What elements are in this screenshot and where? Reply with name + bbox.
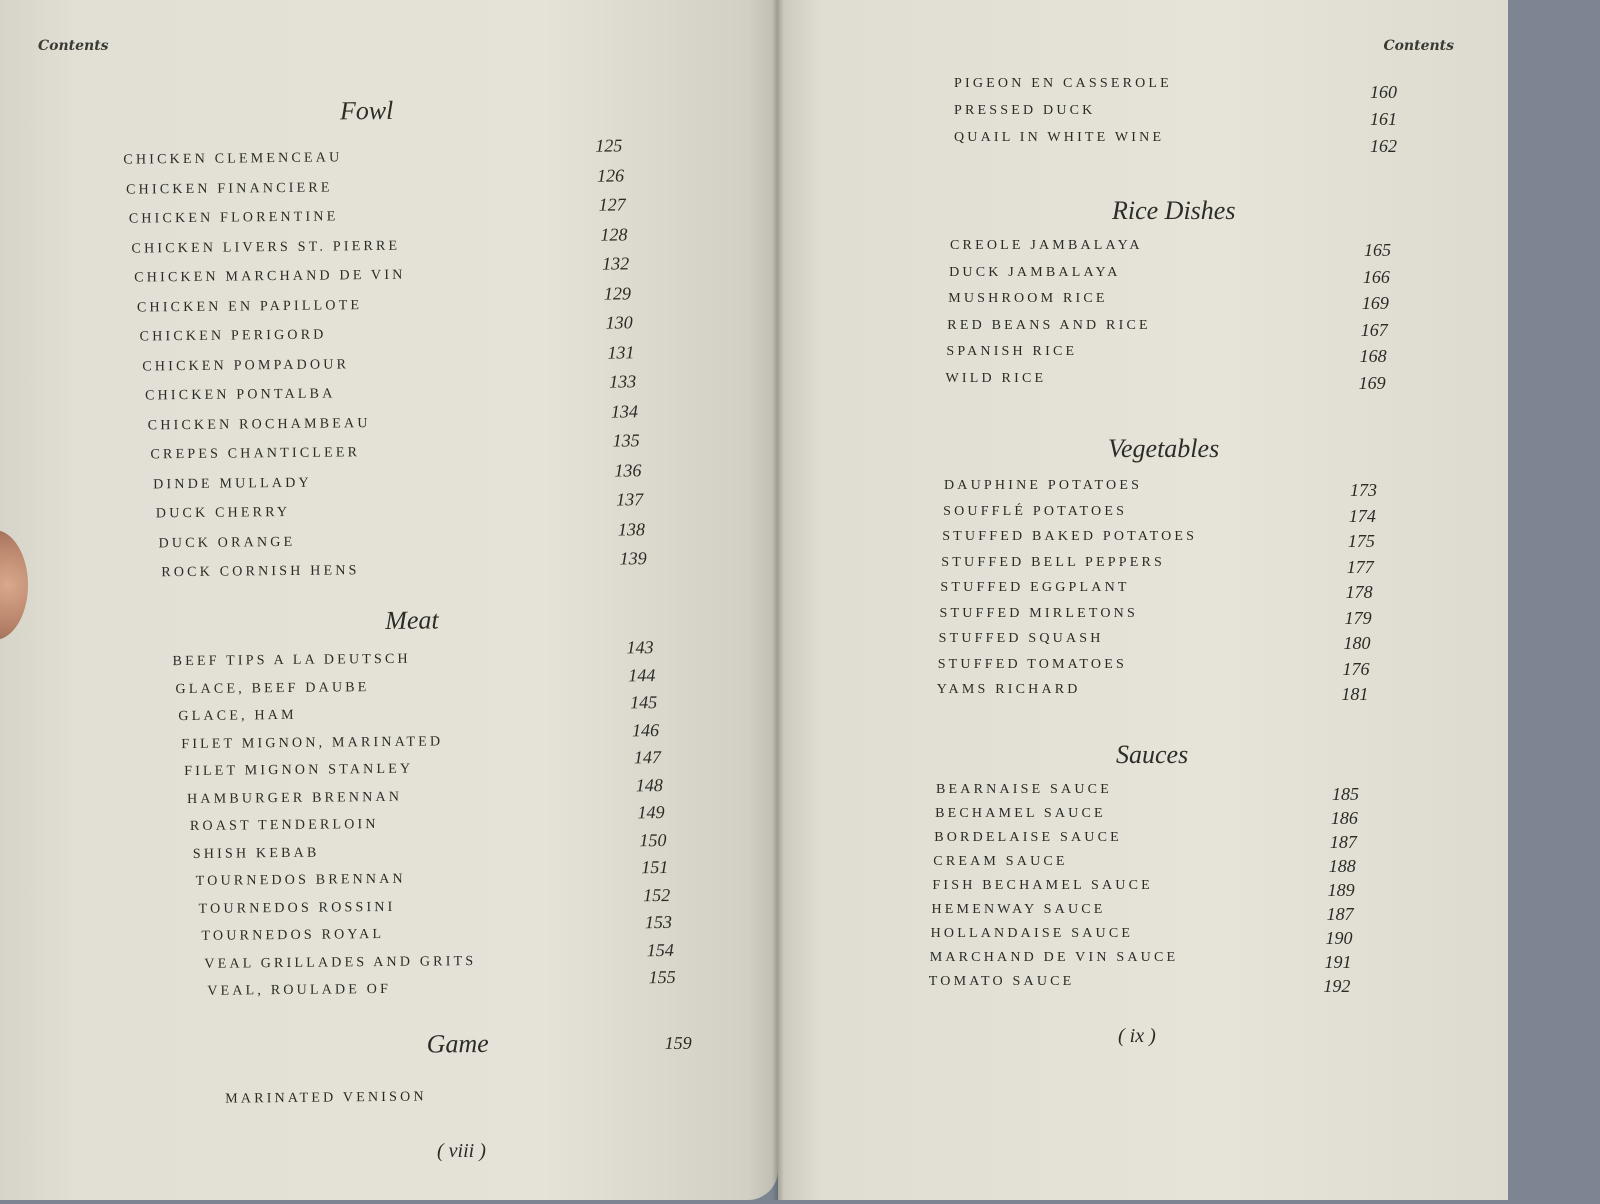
toc-entry-page: 130: [605, 312, 633, 333]
toc-entry-page: 136: [614, 459, 642, 481]
toc-entry-page: 149: [637, 802, 665, 823]
toc-entry-title: MUSHROOM RICE: [948, 291, 1108, 306]
toc-entry-title: SHISH KEBAB: [192, 845, 320, 862]
toc-entry-title: BEEF TIPS A LA DEUTSCH: [172, 651, 411, 670]
left-page-contents: [0, 0, 784, 1204]
toc-entry-page: 175: [1347, 531, 1375, 551]
book-gutter: [772, 0, 784, 1200]
toc-entry-title: HEMENWAY SAUCE: [931, 902, 1106, 917]
toc-entry-page: 126: [596, 164, 625, 186]
toc-entry-title: PIGEON EN CASSEROLE: [954, 76, 1172, 91]
toc-entry-page: 169: [1361, 293, 1389, 313]
toc-entry-title: STUFFED EGGPLANT: [940, 580, 1130, 595]
left-page: [0, 0, 778, 1200]
toc-entry-page: 190: [1325, 928, 1353, 948]
toc-entry-page: 131: [607, 341, 635, 363]
toc-entry-title: DUCK ORANGE: [158, 534, 296, 551]
toc-entry-page: 192: [1323, 976, 1351, 996]
toc-entry-page: 133: [609, 371, 637, 392]
toc-entry-title: CHICKEN ROCHAMBEAU: [147, 415, 371, 433]
toc-entry-title: ROAST TENDERLOIN: [189, 817, 379, 835]
toc-entry-page: 146: [631, 719, 660, 740]
toc-entry-page: 129: [603, 282, 632, 304]
toc-entry-title: BORDELAISE SAUCE: [934, 830, 1122, 845]
section-title: Fowl: [339, 95, 394, 126]
toc-entry-page: 179: [1344, 607, 1372, 628]
toc-entry-page: 148: [635, 774, 663, 795]
right-running-head: Contents: [1383, 38, 1454, 54]
toc-entry-title: CREAM SAUCE: [933, 854, 1068, 869]
section-title: Rice Dishes: [1112, 196, 1236, 225]
toc-entry-page: 187: [1329, 832, 1357, 852]
toc-entry-title: WILD RICE: [945, 370, 1047, 386]
toc-entry-title: GLACE, HAM: [178, 707, 297, 725]
toc-entry-page: 152: [643, 884, 671, 905]
toc-entry-title: DUCK JAMBALAYA: [949, 264, 1121, 280]
toc-entry-page: 168: [1359, 346, 1387, 366]
toc-entry-page: 127: [598, 194, 626, 215]
right-page: [778, 0, 1508, 1200]
toc-entry-title: HOLLANDAISE SAUCE: [930, 926, 1134, 941]
toc-entry-title: RED BEANS AND RICE: [947, 317, 1151, 333]
toc-entry-title: BEARNAISE SAUCE: [936, 782, 1112, 797]
toc-entry-title: CHICKEN FLORENTINE: [128, 209, 339, 227]
toc-entry-page: 174: [1348, 505, 1376, 526]
toc-entry-page: 128: [600, 223, 628, 245]
toc-entry-title: DUCK CHERRY: [155, 504, 291, 522]
left-folio: ( viii ): [437, 1140, 486, 1162]
toc-entry-title: CREOLE JAMBALAYA: [950, 238, 1143, 253]
toc-entry-page: 160: [1370, 82, 1397, 102]
toc-entry-page: 178: [1345, 582, 1373, 602]
toc-entry-page: 135: [612, 430, 640, 451]
toc-entry-title: CHICKEN LIVERS ST. PIERRE: [131, 238, 401, 257]
toc-entry-title: CHICKEN CLEMENCEAU: [123, 150, 343, 168]
toc-entry-page: 138: [617, 518, 646, 540]
toc-entry-title: YAMS RICHARD: [936, 682, 1081, 697]
toc-entry-title: TOURNEDOS BRENNAN: [195, 871, 406, 889]
toc-entry-page: 155: [648, 966, 676, 988]
toc-entry-title: DAUPHINE POTATOES: [944, 478, 1143, 493]
toc-entry-page: 132: [602, 253, 630, 274]
toc-entry-title: CHICKEN PERIGORD: [139, 327, 327, 345]
toc-entry-title: GLACE, BEEF DAUBE: [175, 679, 370, 697]
toc-entry-title: TOURNEDOS ROYAL: [201, 926, 385, 944]
toc-entry-title: SOUFFLÉ POTATOES: [943, 503, 1128, 519]
toc-entry-title: VEAL GRILLADES AND GRITS: [204, 953, 477, 972]
section-title: Meat: [385, 605, 439, 635]
toc-entry-page: 185: [1332, 784, 1359, 804]
toc-entry-title: STUFFED BELL PEPPERS: [941, 554, 1166, 570]
toc-entry-title: CHICKEN POMPADOUR: [142, 356, 350, 374]
toc-entry-page: 180: [1343, 633, 1371, 653]
toc-entry-page: 137: [616, 489, 644, 510]
toc-entry-page: 191: [1324, 952, 1352, 972]
toc-entry-title: FILET MIGNON STANLEY: [184, 761, 414, 780]
toc-entry-title: CHICKEN PONTALBA: [144, 386, 336, 404]
toc-entry-title: HAMBURGER BRENNAN: [186, 789, 403, 807]
toc-entry-page: 188: [1328, 856, 1356, 876]
toc-entry-title: FISH BECHAMEL SAUCE: [932, 878, 1153, 893]
toc-entry-title: STUFFED MIRLETONS: [939, 605, 1138, 621]
toc-entry-title: VEAL, ROULADE OF: [207, 981, 392, 999]
section-title: Vegetables: [1108, 434, 1220, 463]
section-title: Game: [426, 1028, 489, 1059]
toc-entry-page: 143: [626, 637, 654, 658]
toc-entry-page: 181: [1341, 684, 1369, 704]
right-folio: ( ix ): [1118, 1025, 1156, 1047]
toc-entry-page: 166: [1362, 266, 1390, 287]
toc-entry-page: 189: [1327, 880, 1355, 900]
toc-entry-title: QUAIL IN WHITE WINE: [954, 130, 1165, 145]
toc-entry-page: 125: [595, 135, 623, 156]
left-running-head: Contents: [38, 38, 109, 54]
section-title: Sauces: [1116, 740, 1189, 769]
toc-entry-page: 150: [639, 829, 667, 850]
toc-entry-title: MARINATED VENISON: [225, 1089, 427, 1107]
toc-entry-title: MARCHAND DE VIN SAUCE: [929, 950, 1179, 965]
toc-entry-page: 177: [1346, 556, 1374, 577]
toc-entry-page: 169: [1358, 372, 1386, 393]
toc-entry-page: 139: [619, 548, 647, 569]
toc-entry-title: TOMATO SAUCE: [928, 974, 1075, 989]
toc-entry-title: CHICKEN MARCHAND DE VIN: [134, 267, 406, 286]
toc-entry-page: 167: [1360, 319, 1388, 340]
toc-entry-title: CHICKEN FINANCIERE: [126, 179, 333, 198]
toc-entry-page: 161: [1370, 109, 1397, 129]
toc-entry-title: TOURNEDOS ROSSINI: [198, 899, 396, 917]
toc-entry-page: 162: [1370, 136, 1397, 156]
toc-entry-page: 144: [628, 664, 656, 685]
toc-entry-title: ROCK CORNISH HENS: [161, 563, 360, 581]
toc-entry-title: SPANISH RICE: [946, 344, 1078, 359]
toc-entry-title: PRESSED DUCK: [954, 103, 1096, 118]
toc-entry-title: DINDE MULLADY: [153, 475, 312, 492]
toc-entry-page: 153: [644, 911, 673, 933]
toc-entry-page: 165: [1364, 240, 1391, 260]
section-page-number: 159: [664, 1032, 692, 1054]
toc-entry-page: 173: [1350, 480, 1377, 500]
toc-entry-title: BECHAMEL SAUCE: [935, 806, 1106, 821]
toc-entry-page: 147: [633, 747, 661, 768]
toc-entry-page: 134: [610, 400, 639, 422]
toc-entry-page: 151: [641, 856, 669, 878]
toc-entry-page: 187: [1326, 904, 1354, 924]
toc-entry-page: 176: [1342, 658, 1370, 679]
toc-entry-title: STUFFED BAKED POTATOES: [942, 529, 1198, 544]
toc-entry-title: STUFFED TOMATOES: [937, 656, 1127, 672]
toc-entry-page: 186: [1330, 808, 1358, 828]
toc-entry-title: STUFFED SQUASH: [938, 631, 1104, 646]
toc-entry-page: 145: [630, 692, 658, 713]
toc-entry-title: CHICKEN EN PAPILLOTE: [136, 297, 363, 316]
right-page-contents: [778, 0, 1508, 1200]
toc-entry-title: CREPES CHANTICLEER: [150, 445, 361, 463]
toc-entry-title: FILET MIGNON, MARINATED: [181, 733, 444, 752]
toc-entry-page: 154: [646, 939, 674, 960]
